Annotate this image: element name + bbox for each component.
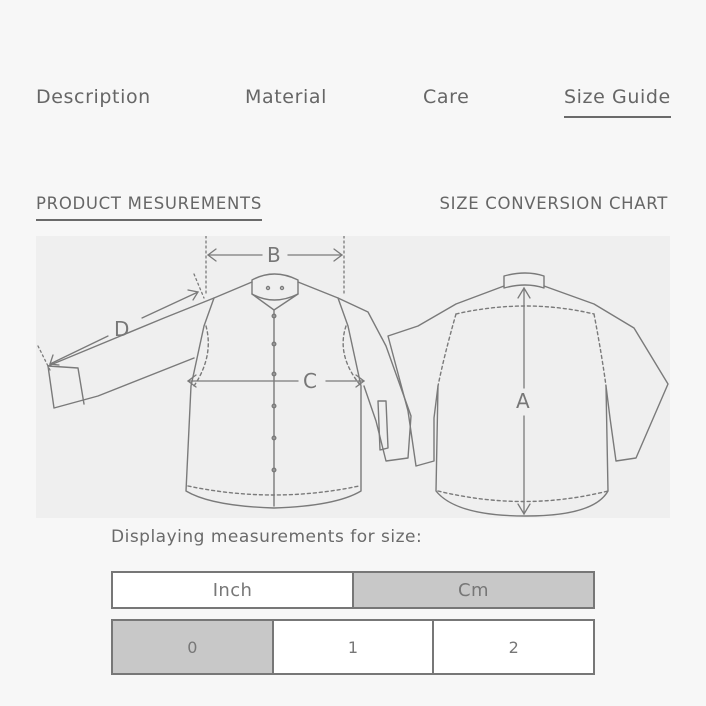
tab-size-guide[interactable]: Size Guide — [564, 86, 671, 118]
display-size-label: Displaying measurements for size: — [111, 527, 423, 547]
shirt-diagram-svg — [36, 236, 670, 518]
size-2-button[interactable]: 2 — [432, 621, 593, 673]
shirt-measurement-diagram — [36, 236, 670, 518]
size-selector — [111, 619, 595, 675]
tab-description[interactable]: Description — [36, 86, 151, 108]
sub-tab-bar — [36, 194, 670, 228]
unit-inch-button[interactable]: Inch — [113, 573, 352, 607]
subtab-product-measurements[interactable]: PRODUCT MESUREMENTS — [36, 194, 262, 221]
unit-toggle — [111, 571, 595, 609]
tab-material[interactable]: Material — [245, 86, 327, 108]
label-c: C — [303, 369, 317, 393]
front-shirt-drawing — [48, 274, 411, 508]
size-1-button[interactable]: 1 — [272, 621, 433, 673]
tab-care[interactable]: Care — [423, 86, 470, 108]
unit-cm-button[interactable]: Cm — [352, 573, 593, 607]
size-0-button[interactable]: 0 — [113, 621, 272, 673]
subtab-size-conversion-chart[interactable]: SIZE CONVERSION CHART — [439, 194, 668, 213]
label-d: D — [114, 317, 130, 341]
tab-bar — [36, 86, 670, 126]
label-a: A — [516, 389, 530, 413]
label-b: B — [267, 243, 281, 267]
